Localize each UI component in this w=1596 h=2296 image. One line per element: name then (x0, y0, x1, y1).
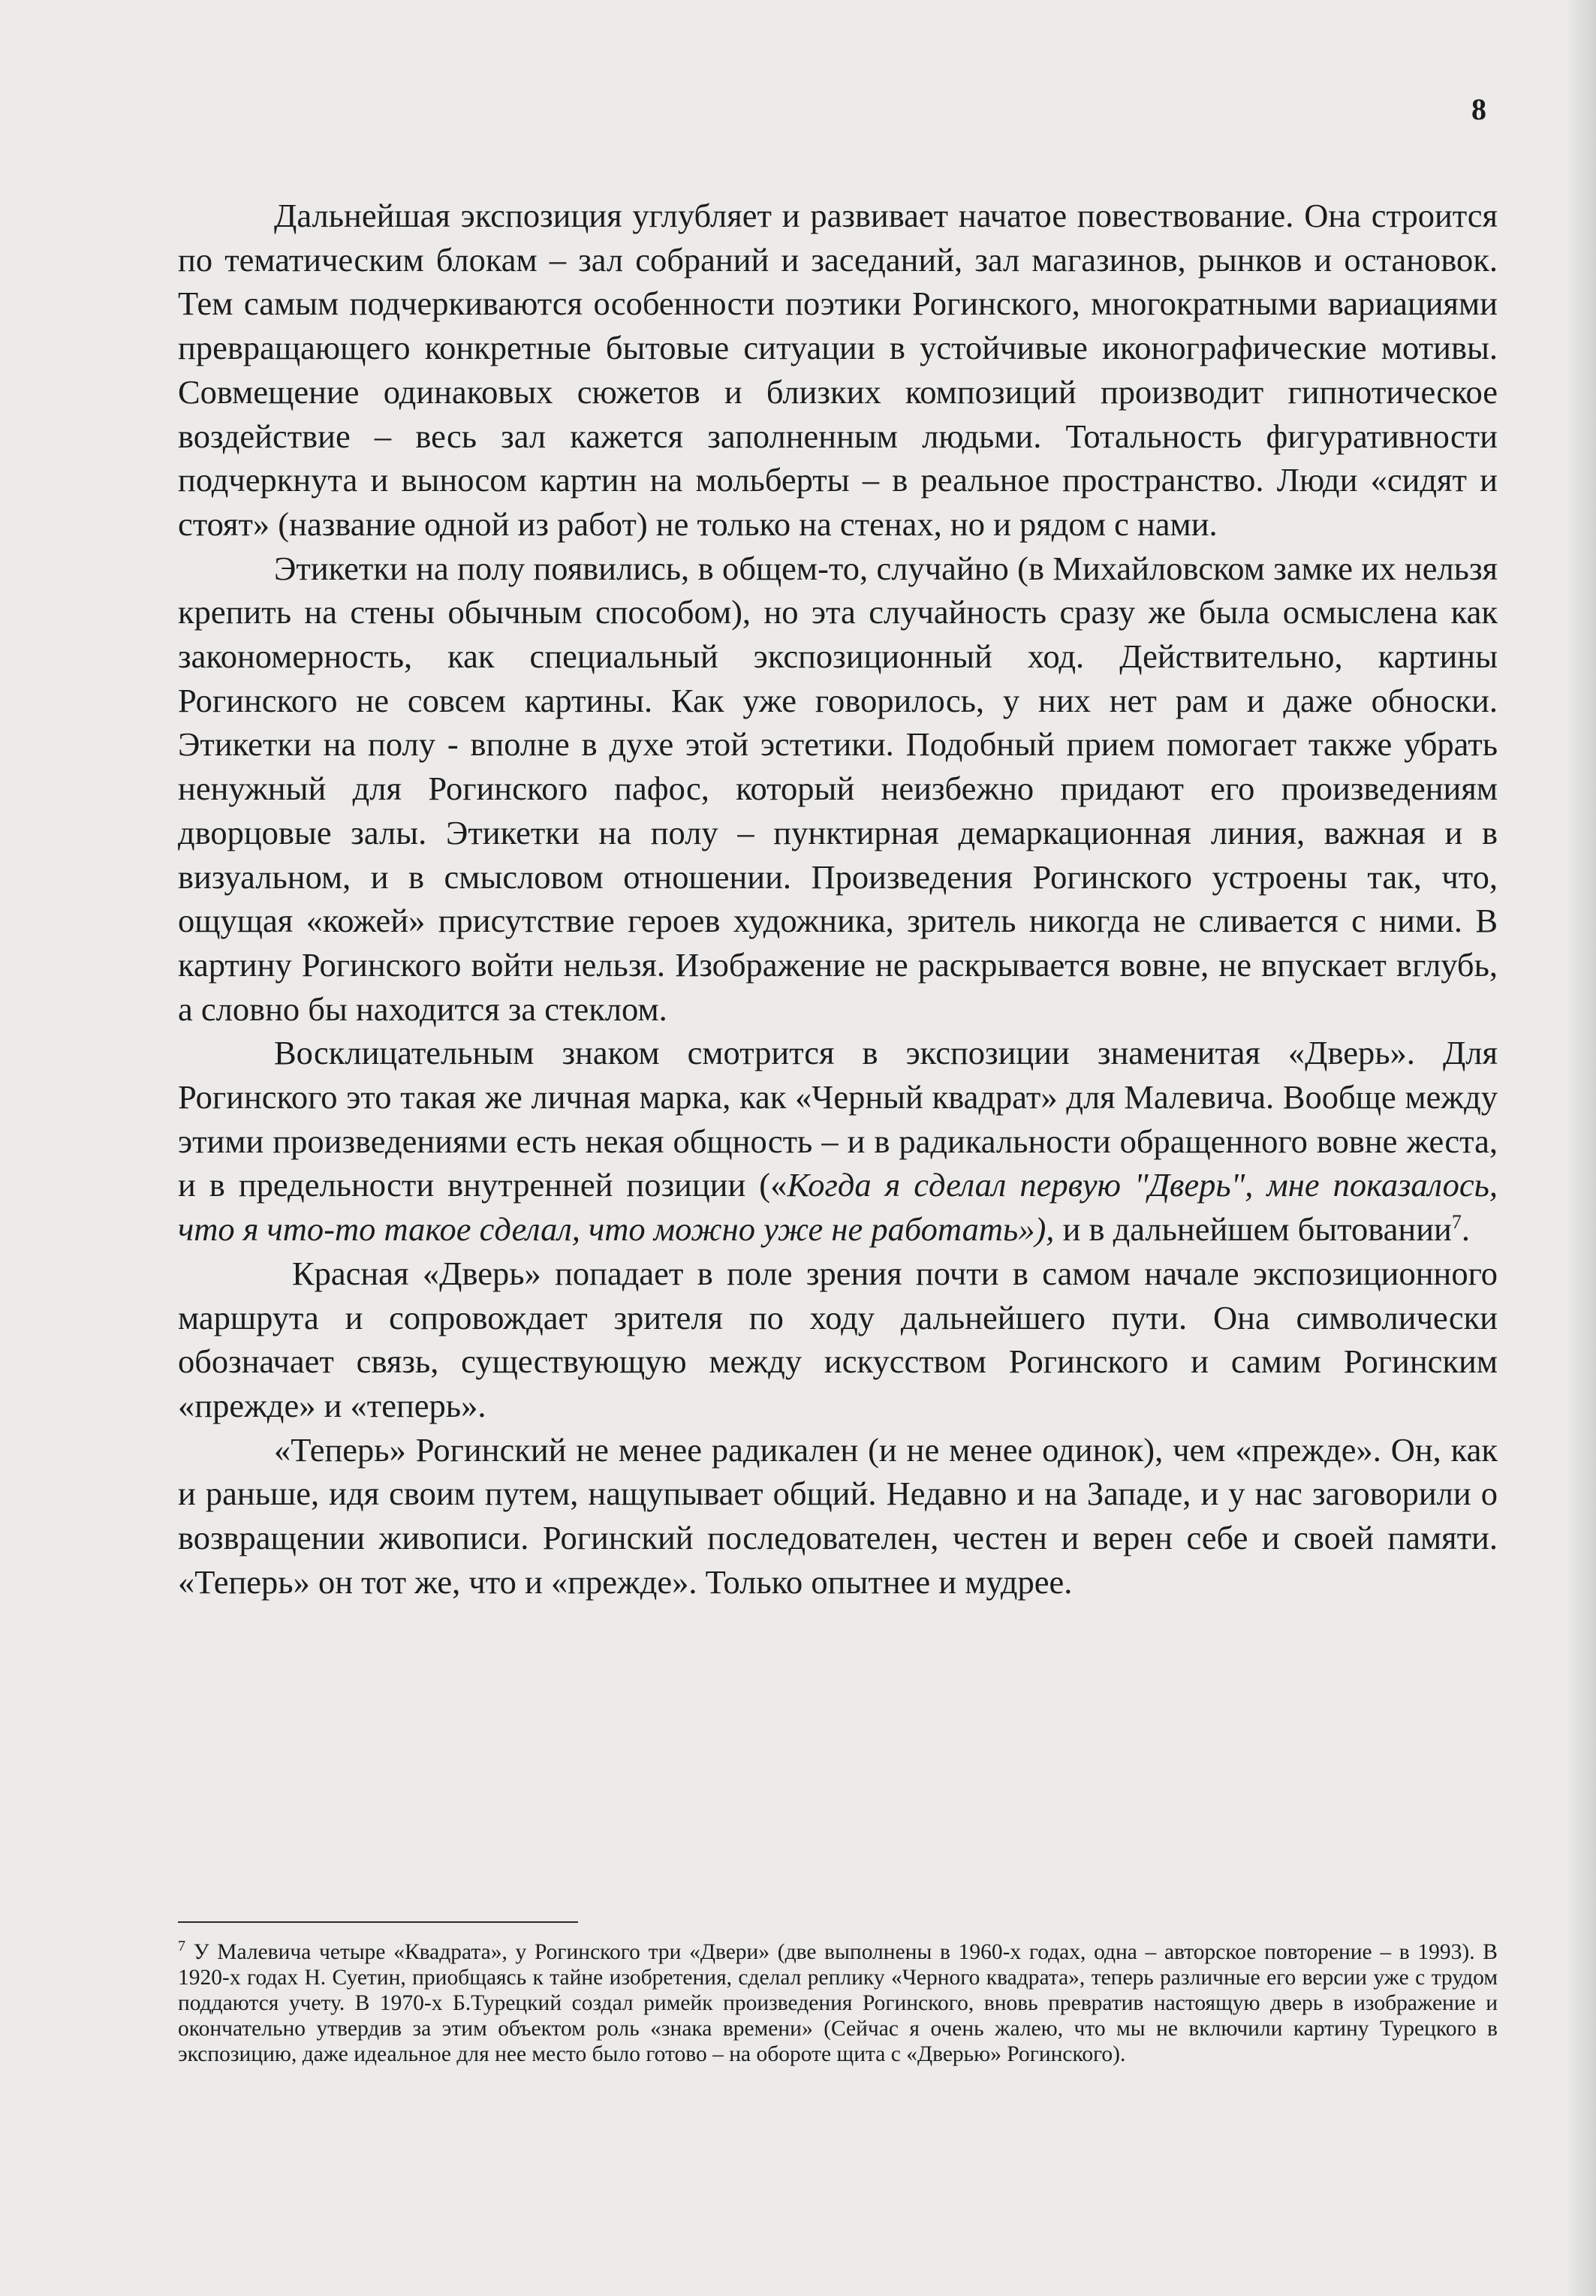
door-text-after-quote: и в дальнейшем бытовании (1054, 1210, 1452, 1249)
artist-quote: Когда я сделал первую "Дверь", мне показалось, что я что-то такое сделал, что можно уже не работать»), (178, 1166, 1498, 1249)
body-text (178, 194, 1498, 1604)
door-text-before-quote: Восклицательным знаком смотрится в экспозиции знаменитая «Дверь». Для Рогинского это такая же личная марка, как «Черный квадрат» для Малевича. Вообще между этими произведениями есть некая общность – и в радикальности обращенного вовне жеста, и в предельности внутренней позиции (« (178, 1034, 1498, 1204)
footnote-marker: 7 (178, 1938, 185, 1955)
footnote-text: У Малевича четыре «Квадрата», у Рогинского три «Двери» (две выполнены в 1960-х годах, одна – авторское повторение – в 1993). В 1920-х годах Н. Суетин, приобщаясь к тайне изобретения, сделал реплику «Черного квадрата», теперь различные его версии уже с трудом поддаются учету. В 1970-х Б.Турецкий создал римейк произведения Рогинского, вновь превратив настоящую дверь в изображение и окончательно утвердив за этим объектом роль «знака времени» (Сейчас я очень жалею, что мы не включили картину Турецкого в экспозицию, даже идеальное для нее место было готово – на обороте щита с «Дверью» Рогинского). (178, 1940, 1498, 2066)
paragraph-door (178, 1031, 1498, 1252)
paragraph-exposition-blocks: Дальнейшая экспозиция углубляет и развивает начатое повествование. Она строится по тематическим блокам – зал собраний и заседаний, зал магазинов, рынков и остановок. Тем самым подчеркиваются особенности поэтики Рогинского, многократными вариациями превращающего конкретные бытовые ситуации в устойчивые иконографические мотивы. Совмещение одинаковых сюжетов и близких композиций производит гипнотическое воздействие – весь зал кажется заполненным людьми. Тотальность фигуративности подчеркнута и выносом картин на мольберты – в реальное пространство. Люди «сидят и стоят» (название одной из работ) не только на стенах, но и рядом с нами. (178, 197, 1498, 543)
scan-edge-shadow (1566, 0, 1596, 2296)
footnote-separator (178, 1921, 578, 1923)
footnote-7 (178, 1939, 1498, 2067)
paragraph-now-and-before: «Теперь» Рогинский не менее радикален (и не менее одинок), чем «прежде». Он, как и раньше, идя своим путем, нащупывает общий. Недавно и на Западе, и у нас заговорили о возвращении живописи. Рогинский последователен, честен и верен себе и своей памяти. «Теперь» он тот же, что и «прежде». Только опытнее и мудрее. (178, 1430, 1498, 1601)
footnote-reference[interactable]: 7 (1451, 1211, 1462, 1234)
paragraph-red-door: Красная «Дверь» попадает в поле зрения почти в самом начале экспозиционного маршрута и сопровождает зрителя по ходу дальнейшего пути. Она символически обозначает связь, существующую между искусством Рогинского и самим Рогинским «прежде» и «теперь». (178, 1254, 1498, 1424)
door-text-end: . (1461, 1210, 1470, 1249)
paragraph-floor-labels: Этикетки на полу появились, в общем-то, случайно (в Михайловском замке их нельзя крепить на стены обычным способом), но эта случайность сразу же была осмыслена как закономерность, как специальный экспозиционный ход. Действительно, картины Рогинского не совсем картины. Как уже говорилось, у них нет рам и даже обноски. Этикетки на полу - вполне в духе этой эстетики. Подобный прием помогает также убрать ненужный для Рогинского пафос, который неизбежно придают его произведениям дворцовые залы. Этикетки на полу – пунктирная демаркационная линия, важная и в визуальном, и в смысловом отношении. Произведения Рогинского устроены так, что, ощущая «кожей» присутствие героев художника, зритель никогда не сливается с ними. В картину Рогинского войти нельзя. Изображение не раскрывается вовне, не впускает вглубь, а словно бы находится за стеклом. (178, 549, 1498, 1028)
page-number: 8 (1471, 92, 1486, 126)
